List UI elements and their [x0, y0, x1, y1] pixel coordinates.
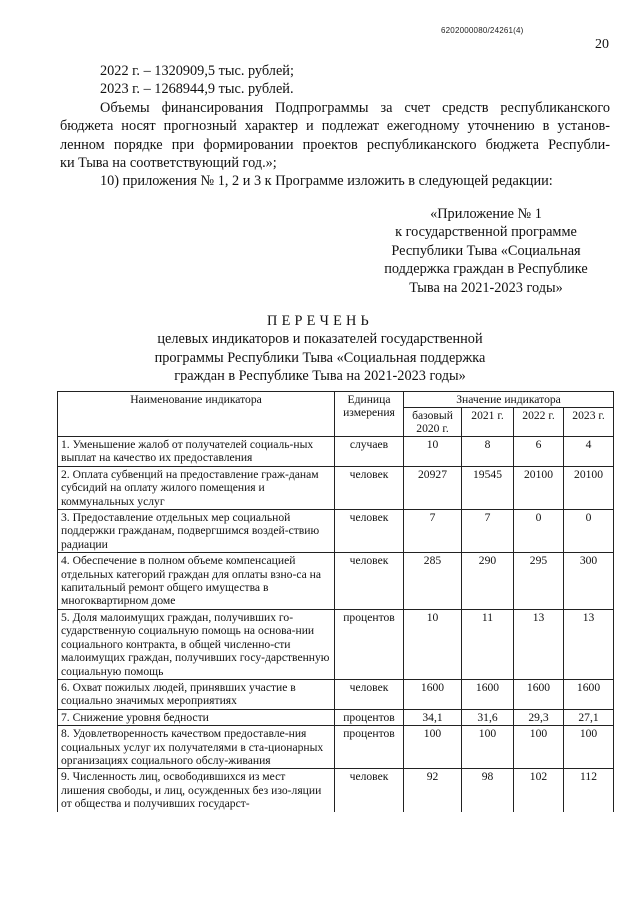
value-base: 7 — [404, 510, 462, 553]
value-2023: 300 — [564, 553, 614, 610]
appendix-line: Республики Тыва «Социальная — [391, 242, 581, 259]
value-2023: 27,1 — [564, 709, 614, 725]
title-line: граждан в Республике Тыва на 2021-2023 годы» — [174, 368, 466, 385]
table-row — [58, 609, 614, 679]
value-2023: 100 — [564, 726, 614, 769]
funding-text — [60, 62, 610, 191]
value-base: 10 — [404, 609, 462, 679]
value-2021: 1600 — [462, 679, 514, 709]
indicators-table — [57, 391, 614, 812]
indicator-name: 7. Снижение уровня бедности — [58, 709, 335, 725]
title-heading: ПЕРЕЧЕНЬ — [267, 313, 373, 329]
indicator-unit: процентов — [335, 726, 404, 769]
funding-line-2023: 2023 г. – 1268944,9 тыс. рублей. — [100, 81, 294, 98]
table-row — [58, 769, 614, 812]
paragraph-line: бюджета носят прогнозный характер и подлежат ежегодному уточнению в установ- — [60, 118, 610, 135]
paragraph-line: Объемы финансирования Подпрограммы за счет средств республиканского — [100, 99, 610, 116]
table-row — [58, 466, 614, 509]
indicator-unit: человек — [335, 679, 404, 709]
header-name: Наименование индикатора — [58, 392, 335, 437]
indicator-unit: человек — [335, 553, 404, 610]
value-2022: 295 — [514, 553, 564, 610]
appendix-line: «Приложение № 1 — [430, 206, 542, 222]
value-2023: 20100 — [564, 466, 614, 509]
header-base: базовый 2020 г. — [404, 408, 462, 437]
title-line: программы Республики Тыва «Социальная поддержка — [154, 349, 486, 366]
value-2021: 98 — [462, 769, 514, 812]
value-2023: 112 — [564, 769, 614, 812]
funding-line-2022: 2022 г. – 1320909,5 тыс. рублей; — [100, 63, 294, 79]
value-base: 34,1 — [404, 709, 462, 725]
value-base: 10 — [404, 437, 462, 467]
table-row — [58, 709, 614, 725]
value-2022: 102 — [514, 769, 564, 812]
value-base: 1600 — [404, 679, 462, 709]
value-2021: 11 — [462, 609, 514, 679]
indicator-name: 4. Обеспечение в полном объеме компенсацией отдельных категорий граждан для оплаты взно-са на капитальный ремонт общего имущества в многоквартирном доме — [58, 553, 335, 610]
value-2022: 0 — [514, 510, 564, 553]
value-2022: 20100 — [514, 466, 564, 509]
table-row — [58, 679, 614, 709]
indicator-unit: человек — [335, 466, 404, 509]
value-2021: 100 — [462, 726, 514, 769]
indicator-name: 1. Уменьшение жалоб от получателей социаль-ных выплат на качество их предоставления — [58, 437, 335, 467]
item-10: 10) приложения № 1, 2 и 3 к Программе изложить в следующей редакции: — [100, 173, 553, 190]
indicator-name: 9. Численность лиц, освободившихся из мест лишения свободы, и лиц, осужденных без изо-ляции от общества и получивших государст- — [58, 769, 335, 812]
value-2023: 1600 — [564, 679, 614, 709]
table-row — [58, 510, 614, 553]
header-unit: Единица измерения — [335, 392, 404, 437]
indicator-unit: процентов — [335, 709, 404, 725]
value-2021: 7 — [462, 510, 514, 553]
indicator-name: 5. Доля малоимущих граждан, получивших го-сударственную социальную помощь на основа-нии социального контракта, в общей численно-сти малоимущих граждан, получивших госу-дарственную социальную помощь — [58, 609, 335, 679]
indicator-unit: процентов — [335, 609, 404, 679]
table-row — [58, 553, 614, 610]
value-base: 20927 — [404, 466, 462, 509]
value-2021: 8 — [462, 437, 514, 467]
header-value-group: Значение индикатора — [404, 392, 614, 408]
indicator-name: 2. Оплата субвенций на предоставление граж-данам субсидий на оплату жилого помещения и коммунальных услуг — [58, 466, 335, 509]
value-2021: 290 — [462, 553, 514, 610]
title-line: целевых индикаторов и показателей государственной — [157, 331, 483, 348]
document-id: 6202000080/24261(4) — [441, 26, 524, 35]
value-base: 100 — [404, 726, 462, 769]
paragraph-line: ки Тыва на соответствующий год.»; — [60, 155, 277, 172]
value-2022: 29,3 — [514, 709, 564, 725]
appendix-line: Тыва на 2021-2023 годы» — [409, 279, 563, 296]
table-row — [58, 726, 614, 769]
list-title — [100, 312, 540, 386]
indicator-unit: случаев — [335, 437, 404, 467]
appendix-line: поддержка граждан в Республике — [384, 261, 588, 278]
table-row — [58, 437, 614, 467]
indicator-name: 8. Удовлетворенность качеством предоставле-ния социальных услуг их получателями в ста-ционарных организациях социального обслу-живания — [58, 726, 335, 769]
header-2023: 2023 г. — [564, 408, 614, 437]
header-2022: 2022 г. — [514, 408, 564, 437]
indicator-name: 3. Предоставление отдельных мер социальной поддержки гражданам, подвергшимся воздей-ствию радиации — [58, 510, 335, 553]
appendix-caption — [365, 205, 607, 297]
value-2022: 100 — [514, 726, 564, 769]
value-2023: 4 — [564, 437, 614, 467]
indicator-unit: человек — [335, 769, 404, 812]
value-2023: 0 — [564, 510, 614, 553]
indicator-name: 6. Охват пожилых людей, принявших участие в социально значимых мероприятиях — [58, 679, 335, 709]
indicator-unit: человек — [335, 510, 404, 553]
value-2022: 6 — [514, 437, 564, 467]
value-2021: 19545 — [462, 466, 514, 509]
value-2022: 13 — [514, 609, 564, 679]
value-base: 285 — [404, 553, 462, 610]
appendix-line: к государственной программе — [395, 224, 577, 241]
value-2022: 1600 — [514, 679, 564, 709]
paragraph-line: ленном порядке при формировании проектов республиканского бюджета Республи- — [60, 136, 610, 153]
value-2021: 31,6 — [462, 709, 514, 725]
value-base: 92 — [404, 769, 462, 812]
header-2021: 2021 г. — [462, 408, 514, 437]
value-2023: 13 — [564, 609, 614, 679]
page-number: 20 — [595, 37, 609, 52]
